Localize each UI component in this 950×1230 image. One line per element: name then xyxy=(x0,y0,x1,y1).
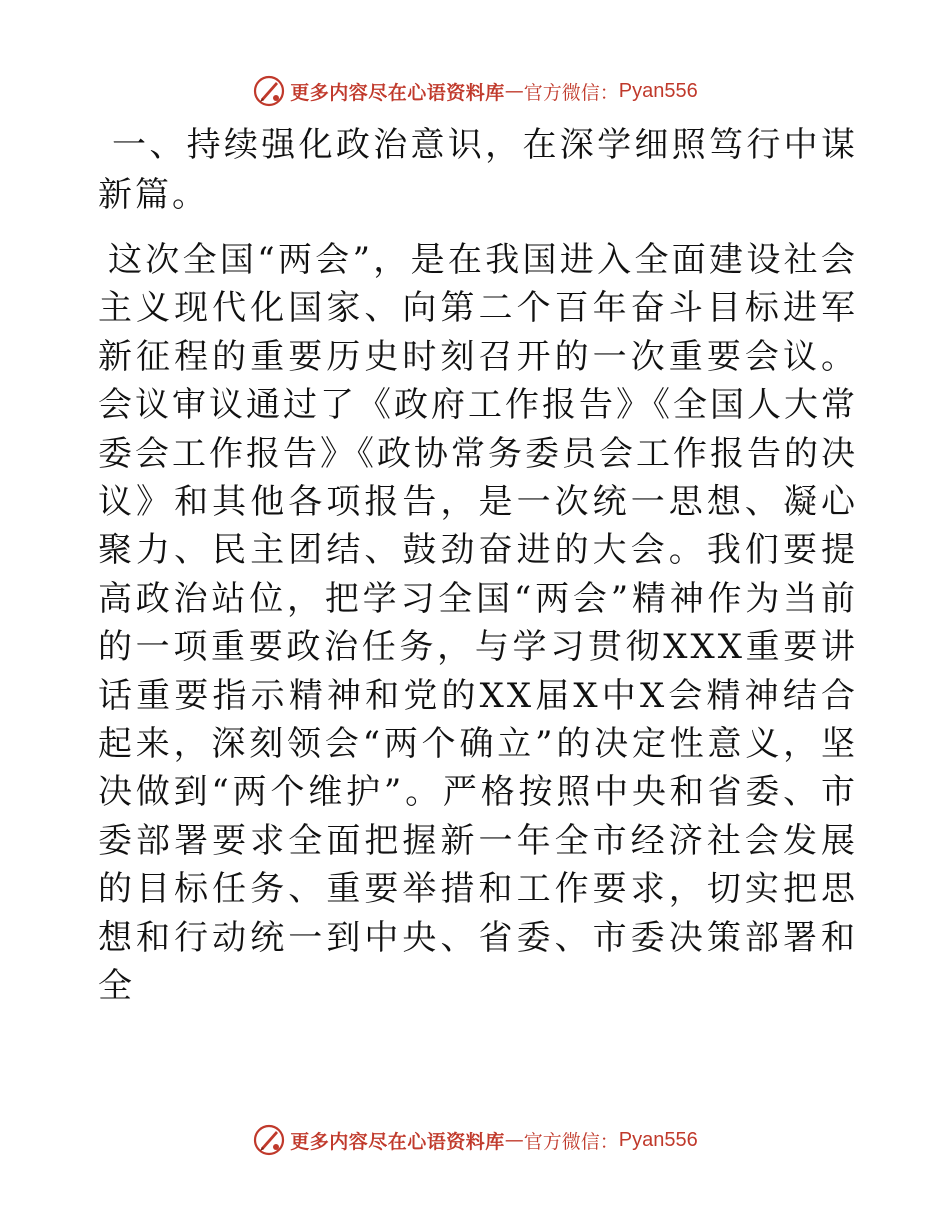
quill-pen-logo-icon xyxy=(252,1123,286,1157)
header-watermark xyxy=(0,71,950,111)
watermark-wechat-label: 官方微信： xyxy=(523,81,619,104)
section-heading: 一、持续强化政治意识，在深学细照笃行中谋新篇。 xyxy=(98,125,858,215)
watermark-dash: — xyxy=(504,1129,524,1151)
watermark-main-text: 更多内容尽在心语资料库 xyxy=(290,81,505,104)
footer-watermark xyxy=(0,1120,950,1160)
watermark-wechat-label: 官方微信： xyxy=(523,1130,619,1153)
watermark-dash: — xyxy=(504,80,524,102)
watermark-wechat-id: Pyan556 xyxy=(618,79,698,102)
watermark-wechat-id: Pyan556 xyxy=(618,1128,698,1151)
quill-pen-logo-icon xyxy=(252,74,286,108)
watermark-main-text: 更多内容尽在心语资料库 xyxy=(290,1130,505,1153)
document-body xyxy=(98,120,858,1011)
body-paragraph: 这次全国“两会”，是在我国进入全面建设社会主义现代化国家、向第二个百年奋斗目标进军新征程的重要历史时刻召开的一次重要会议。会议审议通过了《政府工作报告》《全国人大常委会工作报告》《政协常务委员会工作报告的决议》和其他各项报告，是一次统一思想、凝心聚力、民主团结、鼓劲奋进的大会。我们要提高政治站位，把学习全国“两会”精神作为当前的一项重要政治任务，与学习贯彻XXX重要讲话重要指示精神和党的XX届X中X会精神结合起来，深刻领会“两个确立”的决定性意义，坚决做到“两个维护”。严格按照中央和省委、市委部署要求全面把握新一年全市经济社会发展的目标任务、重要举措和工作要求，切实把思想和行动统一到中央、省委、市委决策部署和全 xyxy=(98,240,858,1007)
